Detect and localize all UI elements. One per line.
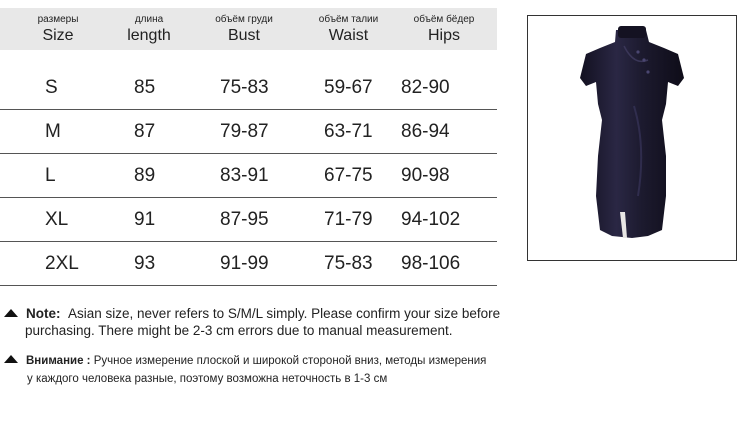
header-length-ru: длина — [134, 13, 164, 25]
header-hips-en: Hips — [427, 26, 460, 44]
cell-hips: 82-90 — [401, 76, 450, 98]
cell-length: 87 — [134, 120, 156, 142]
cell-size: 2XL — [45, 252, 79, 274]
triangle-icon — [4, 309, 18, 317]
table-row — [0, 242, 497, 286]
header-waist — [306, 8, 391, 50]
cell-length: 85 — [134, 76, 156, 98]
cell-hips: 86-94 — [401, 120, 450, 142]
triangle-icon — [4, 355, 18, 363]
table-row — [0, 110, 497, 154]
size-chart-table — [0, 8, 497, 286]
cell-waist: 67-75 — [324, 164, 373, 186]
header-bust — [182, 8, 306, 50]
header-size — [0, 8, 116, 50]
header-waist-en: Waist — [328, 26, 369, 44]
velvet-qipao-dress-icon — [528, 16, 736, 260]
cell-bust: 91-99 — [220, 252, 269, 274]
dress-product-image — [527, 15, 737, 261]
note-russian — [4, 352, 514, 388]
cell-length: 93 — [134, 252, 156, 274]
table-row — [0, 154, 497, 198]
cell-bust: 79-87 — [220, 120, 269, 142]
header-bust-en: Bust — [227, 26, 260, 44]
cell-length: 89 — [134, 164, 156, 186]
note-english-line1: Asian size, never refers to S/M/L simply. Please confirm your size before — [68, 306, 501, 321]
cell-size: XL — [45, 208, 69, 230]
header-size-ru: размеры — [37, 13, 79, 25]
note-english — [4, 305, 514, 339]
cell-waist: 71-79 — [324, 208, 373, 230]
note-english-label: Note: — [26, 306, 61, 321]
cell-size: M — [45, 120, 61, 142]
cell-waist: 59-67 — [324, 76, 373, 98]
cell-waist: 75-83 — [324, 252, 373, 274]
note-russian-line2: у каждого человека разные, поэтому возможна неточность в 1-3 см — [27, 373, 388, 385]
note-english-line2: purchasing. There might be 2-3 cm errors due to manual measurement. — [25, 323, 453, 338]
cell-length: 91 — [134, 208, 156, 230]
table-row — [0, 198, 497, 242]
cell-bust: 75-83 — [220, 76, 269, 98]
header-bust-ru: объём груди — [215, 13, 273, 25]
table-body — [0, 66, 497, 286]
header-length — [116, 8, 182, 50]
cell-hips: 98-106 — [401, 252, 461, 274]
header-hips — [391, 8, 497, 50]
header-size-en: Size — [42, 26, 74, 44]
cell-hips: 90-98 — [401, 164, 450, 186]
table-row — [0, 66, 497, 110]
cell-bust: 87-95 — [220, 208, 269, 230]
note-russian-label: Внимание : — [26, 355, 91, 367]
header-hips-ru: объём бёдер — [413, 13, 475, 25]
cell-waist: 63-71 — [324, 120, 373, 142]
cell-hips: 94-102 — [401, 208, 461, 230]
cell-size: S — [45, 76, 58, 98]
table-header — [0, 8, 497, 50]
cell-bust: 83-91 — [220, 164, 269, 186]
header-length-en: length — [127, 26, 171, 44]
header-waist-ru: объём талии — [318, 13, 379, 25]
note-russian-line1: Ручное измерение плоской и широкой стороной вниз, методы измерения — [93, 355, 487, 367]
cell-size: L — [45, 164, 56, 186]
